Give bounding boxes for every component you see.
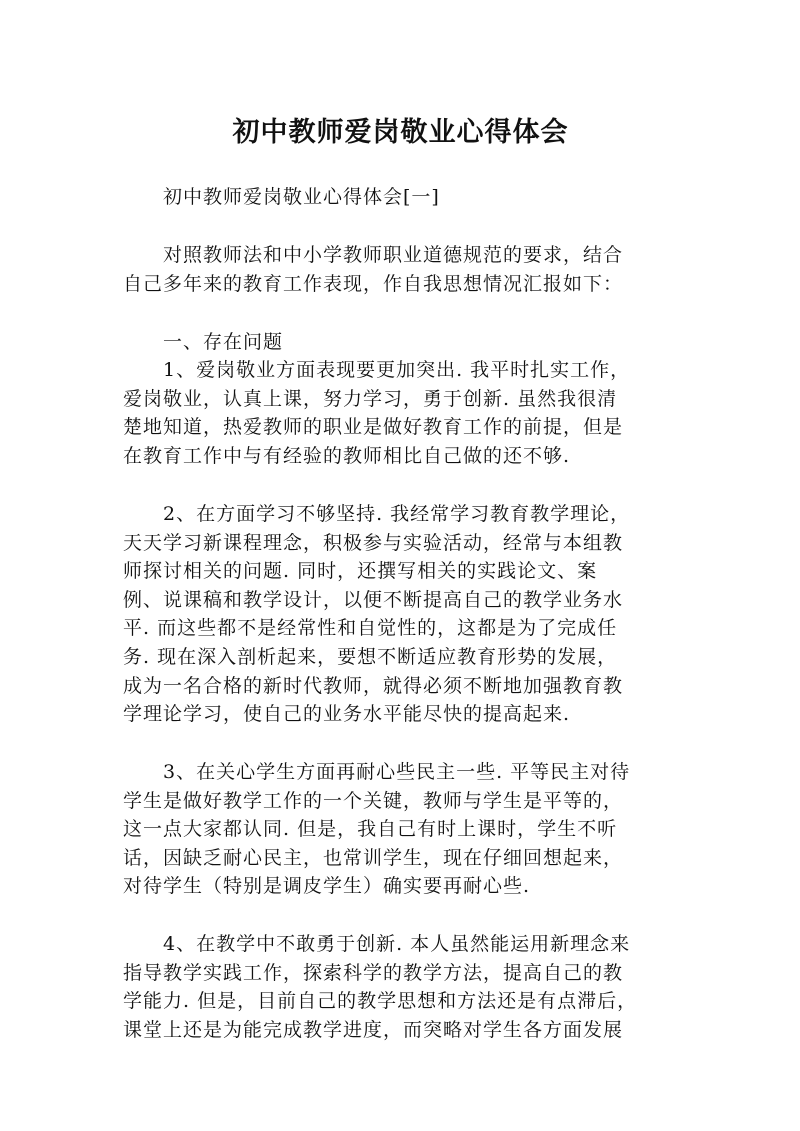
paragraph-line: 对待学生（特别是调皮学生）确实要再耐心些. — [123, 875, 531, 897]
paragraph-line: 学能力. 但是，目前自己的教学思想和方法还是有点滞后， — [123, 990, 638, 1012]
paragraph-line: 平. 而这些都不是经常性和自觉性的，这都是为了完成任 — [123, 617, 618, 639]
paragraph-line: 指导教学实践工作，探索科学的教学方法，提高自己的教 — [123, 962, 624, 984]
paragraph-line: 4、在教学中不敢勇于创新. 本人虽然能运用新理念来 — [163, 933, 631, 955]
paragraph-line: 楚地知道，热爱教师的职业是做好教育工作的前提，但是 — [123, 416, 624, 438]
paragraph-line: 在教育工作中与有经验的教师相比自己做的还不够. — [123, 445, 571, 467]
paragraph-line: 3、在关心学生方面再耐心些民主一些. 平等民主对待 — [163, 761, 631, 783]
paragraph-line: 课堂上还是为能完成教学进度，而突略对学生各方面发展 — [123, 1019, 624, 1041]
section-heading: 一、存在问题 — [163, 331, 284, 353]
paragraph-line: 学生是做好教学工作的一个关键，教师与学生是平等的， — [123, 790, 624, 812]
intro-line: 自己多年来的教育工作表现，作自我思想情况汇报如下： — [123, 273, 624, 295]
paragraph-line: 师探讨相关的问题. 同时，还撰写相关的实践论文、案 — [123, 560, 598, 582]
paragraph-line: 这一点大家都认同. 但是，我自己有时上课时，学生不听 — [123, 818, 618, 840]
paragraph-line: 话，因缺乏耐心民主，也常训学生，现在仔细回想起来， — [123, 847, 624, 869]
paragraph-line: 务. 现在深入剖析起来，要想不断适应教育形势的发展， — [123, 646, 618, 668]
document-subtitle: 初中教师爱岗敬业心得体会[一] — [163, 186, 440, 208]
paragraph-line: 学理论学习，使自己的业务水平能尽快的提高起来. — [123, 703, 571, 725]
paragraph-line: 例、说课稿和教学设计，以便不断提高自己的教学业务水 — [123, 589, 624, 611]
paragraph-line: 2、在方面学习不够坚持. 我经常学习教育教学理论， — [163, 503, 631, 525]
document-title: 初中教师爱岗敬业心得体会 — [232, 117, 569, 148]
intro-line: 对照教师法和中小学教师职业道德规范的要求，结合 — [163, 244, 624, 266]
paragraph-line: 天天学习新课程理念，积极参与实验活动，经常与本组教 — [123, 532, 624, 554]
paragraph-line: 成为一名合格的新时代教师，就得必须不断地加强教育教 — [123, 675, 624, 697]
paragraph-line: 爱岗敬业，认真上课，努力学习，勇于创新. 虽然我很清 — [123, 388, 618, 410]
paragraph-line: 1、爱岗敬业方面表现要更加突出. 我平时扎实工作， — [163, 359, 631, 381]
